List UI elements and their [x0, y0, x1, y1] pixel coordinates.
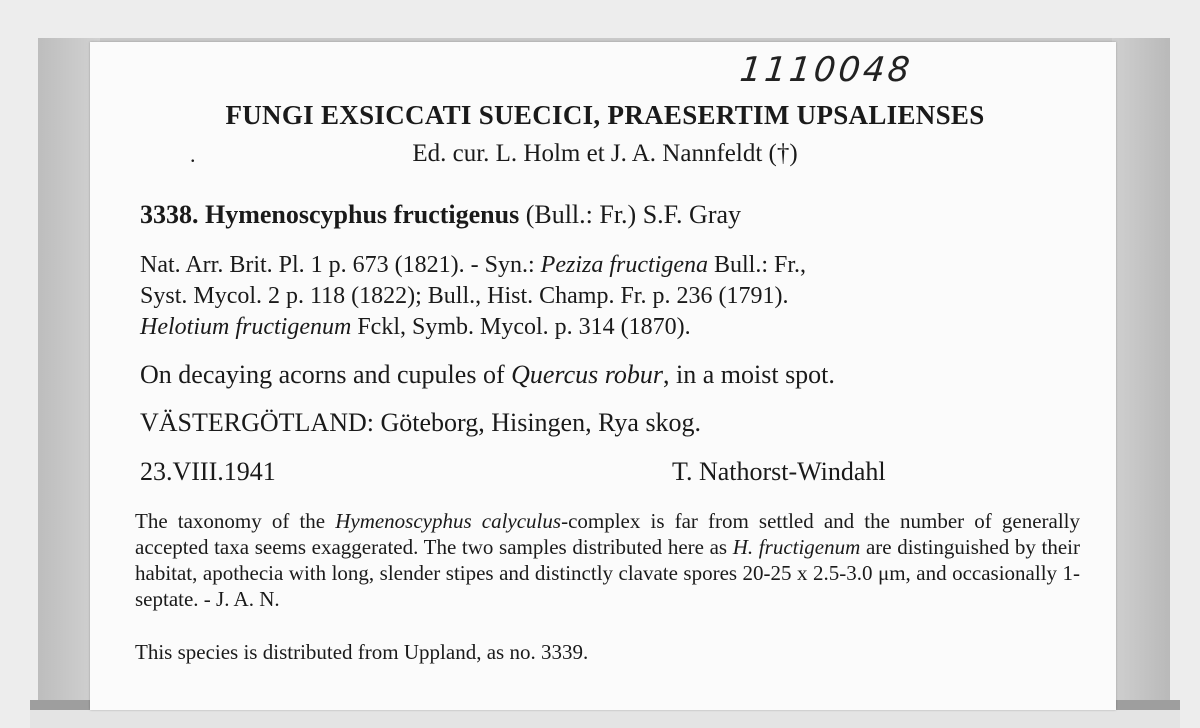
citation-text: Bull.: Fr., — [707, 252, 807, 278]
citation-line-1 — [140, 250, 806, 281]
series-title: FUNGI EXSICCATI SUECICI, PRAESERTIM UPSALIENSES — [225, 100, 985, 130]
locality-line: VÄSTERGÖTLAND: Göteborg, Hisingen, Rya skog. — [140, 408, 702, 437]
citation-line-3 — [140, 312, 806, 343]
synonym-peziza: Peziza fructigena — [540, 252, 708, 278]
species-name: Hymenoscyphus fructigenus — [205, 200, 520, 229]
label-dot: . — [190, 142, 196, 167]
exsiccata-number: 3338. — [140, 200, 199, 229]
species-authority: (Bull.: Fr.) S.F. Gray — [525, 200, 742, 229]
note-taxon-complex: Hymenoscyphus calyculus — [335, 509, 562, 533]
accession-number: 1110048 — [737, 50, 915, 90]
note-text: are distinguished by their habitat, apothecia with long, slender stipes and distinctly clavate spores 20-25 x 2.5-3.0 μm, and occasionally 1-septate. - J. A. N. — [135, 535, 1080, 611]
host-name: Quercus robur — [511, 360, 664, 389]
editors-line: Ed. cur. L. Holm et J. A. Nannfeldt (†) — [412, 140, 798, 167]
taxonomic-note — [135, 508, 1080, 612]
lower-sheet-strip-highlight — [30, 710, 1180, 728]
habitat-text: , in a moist spot. — [663, 360, 835, 389]
citation-line-2: Syst. Mycol. 2 p. 118 (1822); Bull., Hist. Champ. Fr. p. 236 (1791). — [140, 283, 789, 309]
citation-text: Fckl, Symb. Mycol. p. 314 (1870). — [351, 314, 691, 340]
note-text: -complex is far from settled and the number of generally accepted taxa seems exaggerated. The two samples distributed here as — [135, 509, 1081, 559]
sheet-edge-right — [1112, 38, 1170, 728]
citation-text: Nat. Arr. Brit. Pl. 1 p. 673 (1821). - Syn.: — [140, 252, 541, 278]
habitat-line — [140, 360, 835, 390]
citation-block — [140, 250, 806, 343]
habitat-text: On decaying acorns and cupules of — [140, 360, 512, 389]
collector-name: T. Nathorst-Windahl — [672, 457, 886, 486]
note-taxon: H. fructigenum — [732, 535, 861, 559]
collection-date: 23.VIII.1941 — [140, 457, 276, 486]
note-text: The taxonomy of the — [135, 509, 336, 533]
synonym-helotium: Helotium fructigenum — [140, 314, 352, 340]
distribution-note: This species is distributed from Uppland, as no. 3339. — [135, 640, 589, 664]
species-heading — [140, 200, 741, 230]
